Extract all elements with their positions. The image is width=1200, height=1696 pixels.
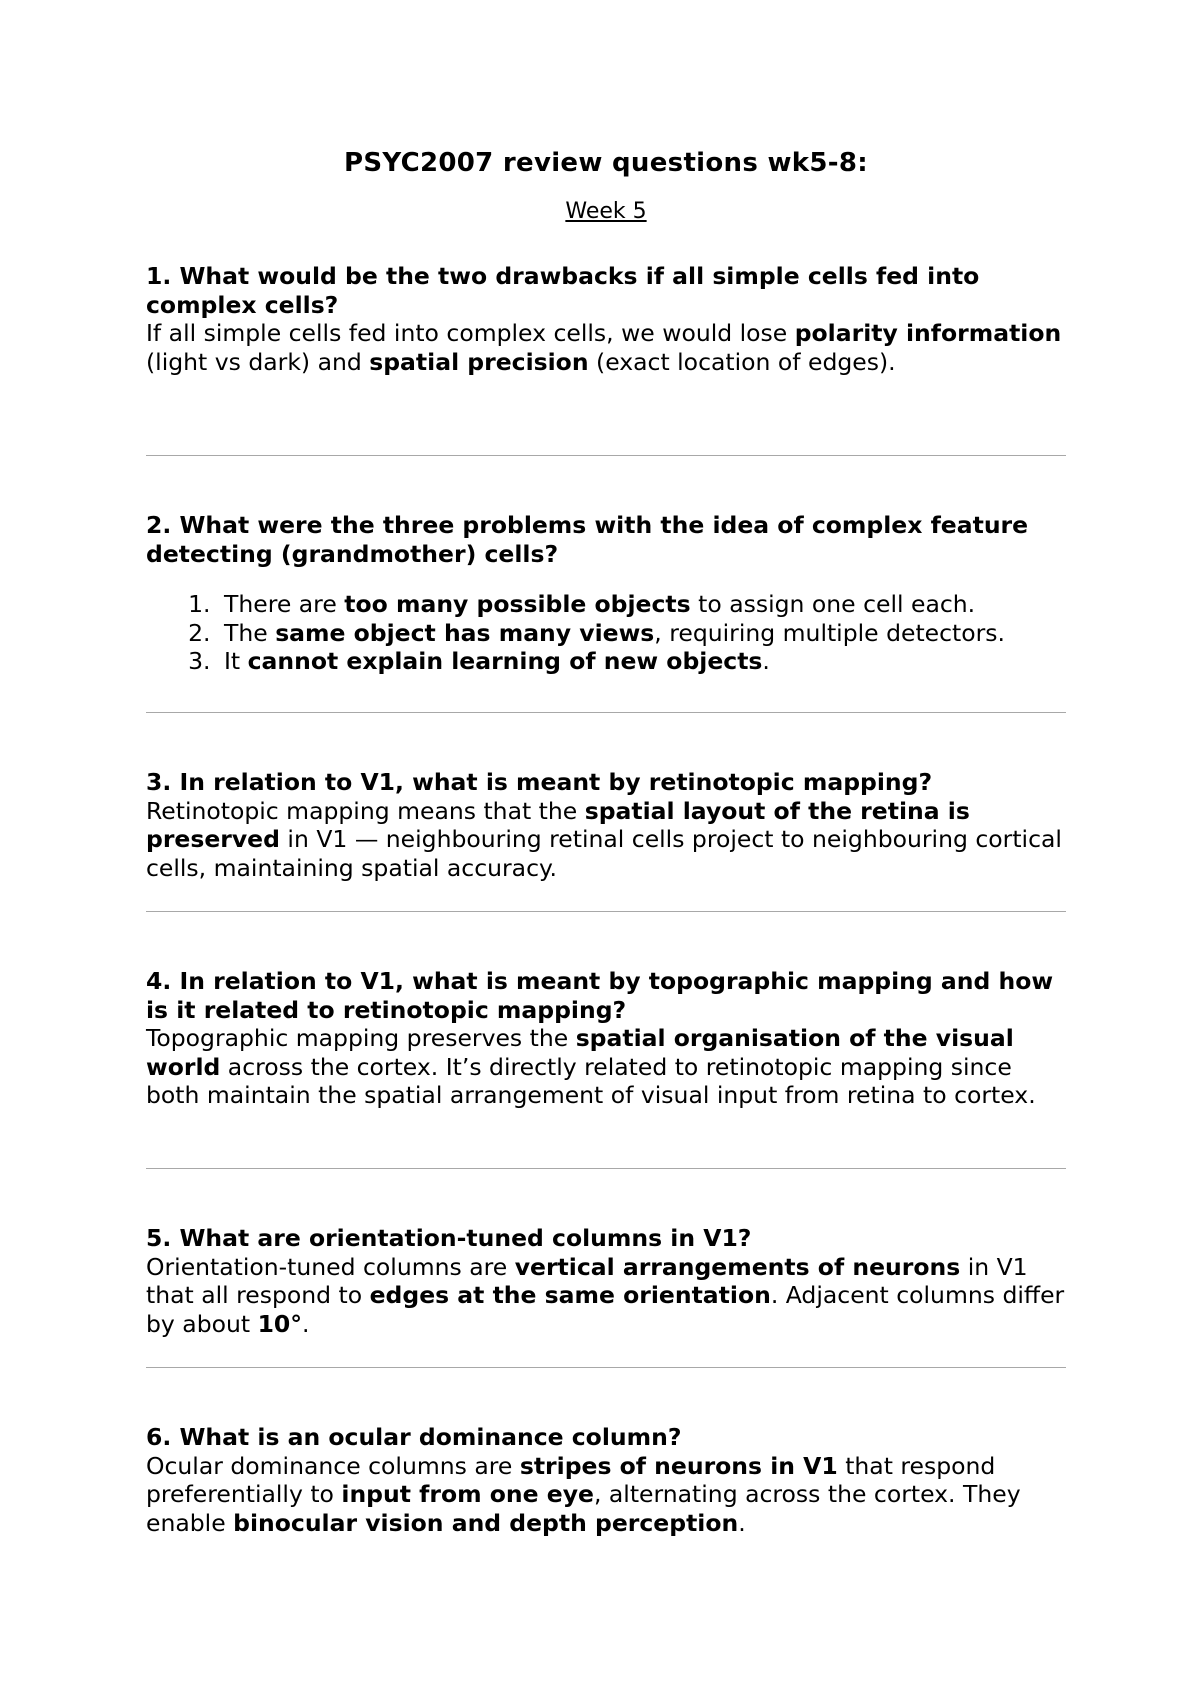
text-run: to assign one cell each. [690,590,976,618]
answer-text [146,319,1066,376]
bold-term: too many possible objects [344,590,691,618]
text-run: (exact location of edges). [588,347,896,376]
text-run: . [762,647,770,675]
bold-term: vertical arrangements of neurons [514,1252,961,1281]
question-text: 2. What were the three problems with the idea of complex feature detecting (grandmother) cells? [146,511,1029,568]
text-run: Retinotopic mapping means that the [146,796,585,825]
text-run: . [302,1309,310,1338]
divider [146,1168,1066,1169]
text-run: (light vs dark) and [146,347,370,376]
bold-term: stripes of neurons in V1 [519,1451,838,1480]
text-run: The [224,618,276,647]
bold-term: polarity information [794,319,1062,347]
text-run: There are [224,590,345,618]
text-run: in V1 — neighbouring retinal cells project to neighbouring cortical cells, maintaining spatial accuracy. [146,825,1062,882]
answer-text [146,1024,1066,1110]
text-run: Ocular dominance columns are [146,1451,520,1480]
question-text: 5. What are orientation-tuned columns in V1? [146,1224,752,1252]
bold-term: spatial organisation of the visual world [146,1024,1014,1081]
text-run: Topographic mapping preserves the [146,1024,576,1052]
question-block-1 [146,262,1066,376]
bold-term: edges at the same orientation [369,1281,771,1309]
text-run: , requiring multiple detectors. [654,618,1006,647]
divider [146,911,1066,912]
text-run: Orientation-tuned columns are [146,1252,515,1281]
question-block-6 [146,1423,1066,1537]
text-run: It [224,647,248,675]
page-title: PSYC2007 review questions wk5-8: [344,148,868,178]
question-text: 3. In relation to V1, what is meant by retinotopic mapping? [146,768,933,796]
question-text: 4. In relation to V1, what is meant by topographic mapping and how is it related to retinotopic mapping? [146,967,1054,1024]
divider [146,455,1066,456]
text-run: in V1 that all respond to [146,1252,1028,1309]
text-run: that respond preferentially to [146,1451,996,1508]
bold-term: spatial layout of the retina is preserved [146,796,970,853]
divider [146,712,1066,713]
bold-term: 10° [257,1309,303,1338]
text-run: , alternating across the cortex. They enable [146,1480,1021,1537]
list-item [218,619,1066,648]
bold-term: spatial precision [369,347,589,376]
question-block-5 [146,1224,1066,1338]
answer-list [146,590,1066,676]
bold-term: cannot explain learning of new objects [247,647,763,675]
divider [146,1367,1066,1368]
answer-text [146,797,1066,883]
text-run: across the cortex. It’s directly related to retinotopic mapping since both maintain the spatial arrangement of visual input from retina to cortex. [146,1052,1036,1109]
bold-term: input from one eye [341,1480,594,1508]
bold-term: binocular vision and depth perception [233,1508,739,1537]
week-heading: Week 5 [565,199,647,224]
list-item [218,590,1066,619]
question-block-3 [146,768,1066,882]
bold-term: same object has many views [275,618,655,647]
text-run: . Adjacent columns differ by about [146,1281,1065,1338]
question-block-4 [146,967,1066,1110]
text-run: If all simple cells fed into complex cells, we would lose [146,319,795,347]
question-block-2 [146,511,1066,676]
answer-text [146,1253,1066,1339]
answer-text [146,1452,1066,1538]
question-text: 6. What is an ocular dominance column? [146,1423,682,1451]
text-run: . [738,1508,746,1537]
list-item [218,647,1066,676]
question-text: 1. What would be the two drawbacks if all simple cells fed into complex cells? [146,262,980,319]
